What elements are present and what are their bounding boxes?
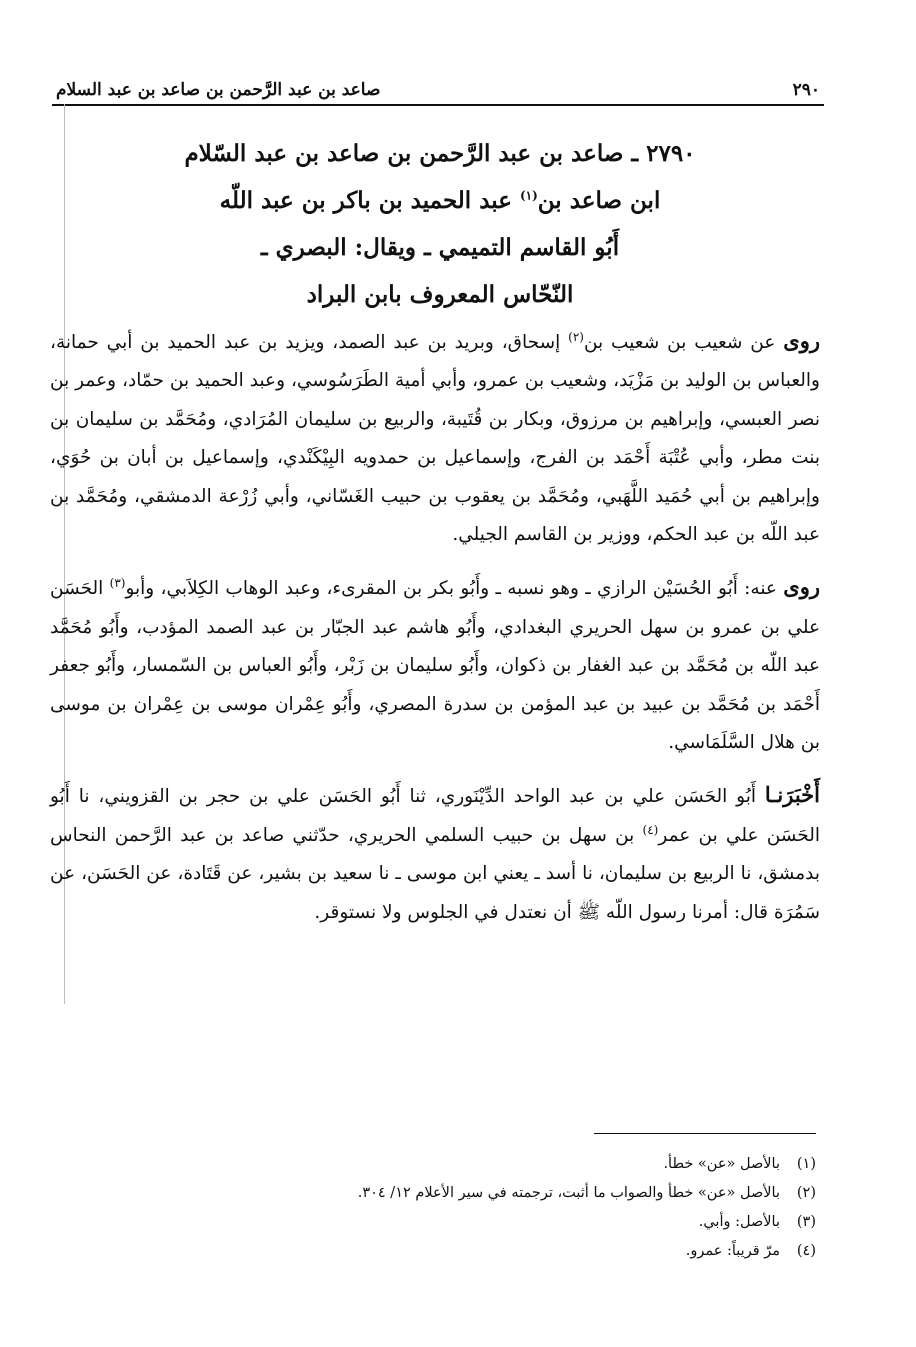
running-title: صاعد بن عبد الرَّحمن بن صاعد بن عبد السلام (56, 80, 381, 100)
paragraph-lead-word: روى (783, 328, 820, 353)
entry-title-line-4: النّحّاس المعروف بابن البراد (306, 281, 574, 308)
footnotes (60, 1150, 816, 1266)
footnote-text: بالأصل: وأبي. (698, 1214, 780, 1230)
paragraph-lead-word: أَخْبَرَنـا (764, 782, 820, 808)
paragraph-teachers (50, 322, 820, 554)
paragraph-students (50, 568, 820, 762)
paragraph-text: بن سهل بن حبيب السلمي الحريري، حدّثني صاعد بن عبد الرَّحمن النحاس بدمشق، نا الربيع بن سليمان، نا أسد ـ يعني ابن موسى ـ نا سعيد بن بشير، عن قَتَادة، عن الحَسَن، عن سَمُرَة قال: أمرنا رسول اللّه ﷺ أن نعتدل في الجلوس ولا نستوقر. (50, 824, 820, 923)
footnote-marker-3: (٣) (109, 576, 126, 591)
footnote (60, 1237, 816, 1266)
footnote-marker-4: (٤) (642, 822, 659, 837)
page-number: ٢٩٠ (792, 80, 820, 100)
footnote-marker-1: (١) (519, 188, 538, 203)
footnote-number: (١) (796, 1156, 816, 1172)
footnote-text: بالأصل «عن» خطأ. (663, 1156, 780, 1172)
footnote (60, 1208, 816, 1237)
entry-body (50, 322, 820, 946)
entry-title (60, 130, 820, 318)
paragraph-text: عن شعيب بن شعيب بن (583, 332, 784, 353)
footnote (60, 1150, 816, 1179)
entry-title-line-3: أَبُو القاسم التميمي ـ ويقال: البصري ـ (260, 234, 620, 261)
entry-title-line-2-part-a: ابن صاعد بن (537, 187, 661, 214)
footnote-text: بالأصل «عن» خطأ والصواب ما أثبت، ترجمته في سير الأعلام ١٢/ ٣٠٤. (357, 1185, 780, 1201)
header-rule (52, 104, 824, 106)
footnote-number: (٤) (796, 1243, 816, 1259)
footnote-marker-2: (٢) (568, 329, 584, 344)
paragraph-text: أَبُو الحَسَن علي بن عبد الواحد الدِّيْنَوري، ثنا أَبُو الحَسَن علي بن حجر بن القزويني، نا أَبُو الحَسَن علي بن عمر (50, 786, 821, 846)
paragraph-hadith (50, 776, 820, 932)
paragraph-text: عنه: أَبُو الحُسَيْن الرازي ـ وهو نسبه ـ وأَبُو بكر بن المقرىء، وعبد الوهاب الكِلاَبي، وأبو (125, 578, 784, 600)
footnote-number: (٢) (796, 1185, 816, 1201)
entry-title-line-2-part-b: عبد الحميد بن باكر بن عبد اللّه (219, 187, 520, 214)
paragraph-text: إسحاق، وبريد بن عبد الصمد، ويزيد بن عبد الحميد بن أبي حمانة، والعباس بن الوليد بن مَزْيَد، وشعيب بن عمرو، وأبي أمية الطَرَسُوسي، وعبد الحميد بن حمّاد، وعمر بن نصر العبسي، وإبراهيم بن مرزوق، وبكار بن قُتَيبة، والربيع بن سليمان المُرَادي، ومُحَمَّد بن سليمان بن بنت مطر، وأبي عُتْبَة أَحْمَد بن الفرج، وإسماعيل بن حمدويه البِيْكَنْدي، وإسماعيل بن أبان بن حُوَي، وإبراهيم بن أبي حُمَيد اللَّهَبي، ومُحَمَّد بن يعقوب بن حبيب الغَسّاني، وأبي زُرْعة الدمشقي، ومُحَمَّد بن عبد اللّه بن عبد الحكم، ووزير بن القاسم الجيلي. (50, 332, 820, 546)
paragraph-text: الحَسَن علي بن عمرو بن سهل الحريري البغدادي، وأَبُو هاشم عبد الجبّار بن عبد الصمد المؤدب، وأَبُو مُحَمَّد عبد اللّه بن مُحَمَّد بن عبد الغفار بن ذكوان، وأَبُو سليمان بن زَبْر، وأَبُو العباس بن السّمسار، وأَبُو جعفر أَحْمَد بن مُحَمَّد بن عبيد بن عبد المؤمن بن سدرة المصري، وأَبُو عِمْران موسى بن عِمْران بن موسى بن هلال السَّلَمَاسي. (50, 578, 820, 754)
footnote-number: (٣) (796, 1214, 816, 1230)
footnote (60, 1179, 816, 1208)
footnote-separator (594, 1133, 816, 1134)
entry-title-line-1: ٢٧٩٠ ـ صاعد بن عبد الرَّحمن بن صاعد بن عبد السّلام (184, 140, 696, 167)
footnote-text: مرّ قريباً: عمرو. (685, 1243, 780, 1259)
page-header (56, 66, 820, 100)
paragraph-lead-word: روى (783, 574, 821, 600)
entry-title-line-2 (60, 177, 820, 224)
